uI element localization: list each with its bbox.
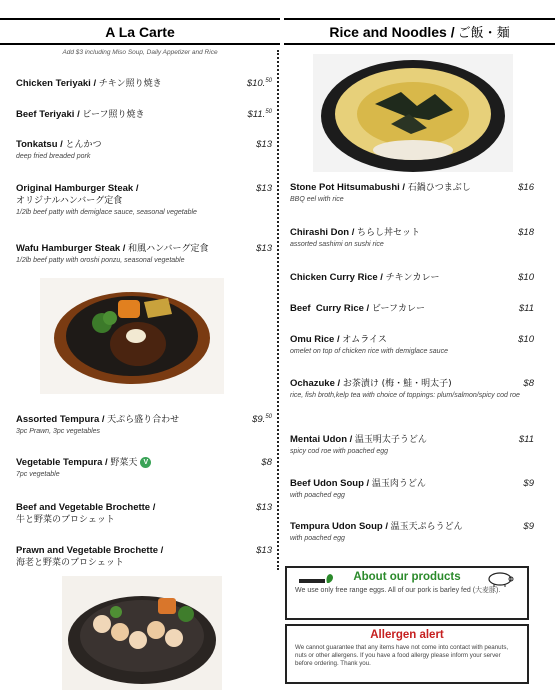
item-price: $13: [256, 243, 272, 254]
about-products-box: [285, 566, 529, 620]
menu-item: [16, 243, 272, 265]
item-description: 7pc vegetable: [16, 471, 60, 479]
menu-item: [290, 272, 534, 284]
egg-icon: [299, 571, 335, 587]
item-price: $13: [256, 502, 272, 513]
item-name: Mentai Udon / 温玉明太子うどん: [290, 434, 427, 445]
menu-item: [290, 378, 534, 400]
allergen-alert-title: Allergen alert: [370, 629, 444, 641]
menu-item: [290, 227, 534, 249]
item-price: $13: [256, 183, 272, 194]
menu-item: [16, 109, 272, 121]
menu-item: [290, 334, 534, 356]
item-description: with poached egg: [290, 492, 345, 499]
item-name: Beef Curry Rice / ビーフカレー: [290, 303, 425, 314]
item-name: Vegetable Tempura / 野菜天 V: [16, 457, 151, 469]
menu-item: [290, 478, 534, 500]
menu-item: [290, 303, 534, 315]
item-price: $10: [518, 334, 534, 345]
item-description: with poached egg: [290, 535, 345, 542]
hamburger-steak-photo: [40, 278, 224, 394]
set-meal-note: Add $3 including Miso Soup, Daily Appetizer and Rice: [62, 49, 218, 56]
item-name: Omu Rice / オムライス: [290, 334, 387, 345]
item-price: $18: [518, 227, 534, 238]
item-name: Original Hamburger Steak / オリジナルハンバーグ定食: [16, 183, 139, 206]
menu-item: [290, 434, 534, 456]
allergen-alert-box: [285, 624, 529, 684]
item-price: $10: [518, 272, 534, 283]
menu-item: [16, 183, 272, 217]
pig-icon: [485, 571, 515, 589]
about-products-title: About our products: [353, 571, 461, 583]
menu-item: [16, 545, 272, 569]
menu-item: [16, 502, 272, 526]
item-description: rice, fish broth,kelp tea with choice of toppings: plum/salmon/spicy cod roe: [290, 392, 520, 399]
allergen-alert-text: We cannot guarantee that any items have not come into contact with peanuts, nuts or other allergens. If you have a food allergy please inform your server before ordering. Thank you.: [295, 644, 509, 667]
menu-item: [16, 457, 272, 479]
item-description: deep fried breaded pork: [16, 153, 91, 160]
item-price: $16: [518, 182, 534, 193]
item-description: 1/2lb beef patty with demiglace sauce, seasonal vegetable: [16, 209, 197, 216]
item-name: Beef Udon Soup / 温玉肉うどん: [290, 478, 426, 489]
item-description: assorted sashimi on sushi rice: [290, 241, 384, 248]
rice-noodles-title-jp: ご飯・麺: [457, 26, 510, 41]
item-price: $10.50: [246, 78, 272, 90]
rice-noodles-title: Rice and Noodles /: [329, 23, 455, 40]
item-price: $13: [256, 545, 272, 556]
item-name: Ochazuke / お茶漬け (梅・鮭・明太子): [290, 378, 452, 389]
item-price: $9: [523, 521, 534, 532]
column-divider: [277, 50, 279, 570]
item-description: BBQ eel with rice: [290, 196, 344, 203]
stone-pot-photo: [313, 54, 513, 172]
item-description: 3pc Prawn, 3pc vegetables: [16, 428, 101, 435]
vegetarian-icon: V: [140, 457, 151, 468]
item-price: $11: [518, 303, 534, 314]
menu-item: [16, 414, 272, 436]
item-description: spicy cod roe with poached egg: [290, 448, 389, 455]
item-price: $13: [256, 139, 272, 150]
item-price: $11: [518, 434, 534, 445]
item-name: Chirashi Don / ちらし丼セット: [290, 227, 421, 238]
item-name: Assorted Tempura / 天ぷら盛り合わせ: [16, 414, 180, 425]
menu-item: [16, 139, 272, 161]
item-name: Tempura Udon Soup / 温玉天ぷらうどん: [290, 521, 463, 532]
item-price: $9.50: [252, 414, 272, 426]
item-price: $8: [523, 378, 534, 389]
menu-item: [290, 521, 534, 543]
menu-item: [290, 182, 534, 204]
item-price: $9: [523, 478, 534, 489]
item-price: $11.50: [247, 109, 272, 121]
item-name: Prawn and Vegetable Brochette / 海老と野菜のブロシェット: [16, 545, 164, 568]
item-name: Tonkatsu / とんかつ: [16, 139, 102, 150]
rice-noodles-header: [284, 18, 555, 45]
a-la-carte-title: A La Carte: [105, 23, 175, 40]
item-price: $8: [261, 457, 272, 468]
brochette-photo: [62, 576, 222, 690]
item-description: 1/2lb beef patty with oroshi ponzu, seasonal vegetable: [16, 257, 185, 264]
item-description: omelet on top of chicken rice with demiglace sauce: [290, 348, 448, 355]
item-name: Beef Teriyaki / ビーフ照り焼き: [16, 109, 145, 120]
item-name: Wafu Hamburger Steak / 和風ハンバーグ定食: [16, 243, 209, 254]
item-name: Chicken Teriyaki / チキン照り焼き: [16, 78, 162, 89]
item-name: Chicken Curry Rice / チキンカレー: [290, 272, 440, 283]
item-name: Stone Pot Hitsumabushi / 石鍋ひつまぶし: [290, 182, 471, 193]
item-name: Beef and Vegetable Brochette / 牛と野菜のブロシェット: [16, 502, 156, 525]
a-la-carte-header: [0, 18, 280, 45]
menu-item: [16, 78, 272, 90]
about-products-text: We use only free range eggs. All of our pork is barley fed (大麦豚).: [295, 587, 501, 594]
